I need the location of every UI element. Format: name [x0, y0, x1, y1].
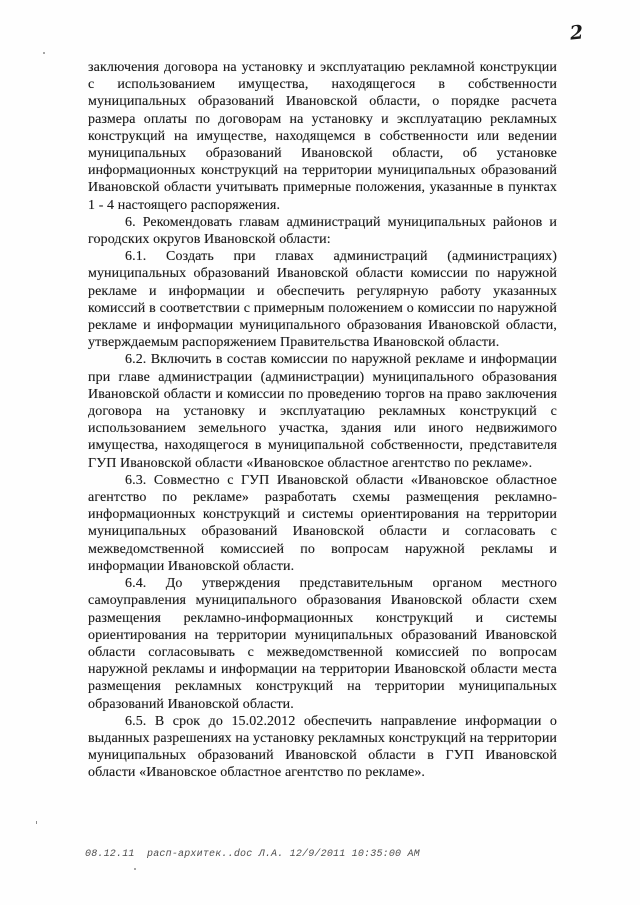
- body-paragraph-item-6-2: 6.2. Включить в состав комиссии по наружной рекламе и информации при главе администрации (администрации) муниципального образования Ивановской области и комиссии по проведению торгов на право заключения договора на установку и эксплуатацию рекламных конструкций с использованием земельного участка, здания или иного недвижимого имущества, находящегося в муниципальной собственности, представителя ГУП Ивановской области «Ивановское областное агентство по рекламе».: [88, 352, 557, 471]
- scan-speck: [43, 52, 45, 54]
- scan-speck: [36, 821, 37, 824]
- body-paragraph-item-6-5: 6.5. В срок до 15.02.2012 обеспечить направление информации о выданных разрешениях на установку рекламных конструкций на территории муниципальных образований Ивановской области в ГУП Ивановской области «Ивановское областное агентство по рекламе».: [88, 713, 557, 781]
- body-paragraph-item-6-1: 6.1. Создать при главах администраций (администрациях) муниципальных образований Ивановской области комиссии по наружной рекламе и информации и обеспечить регулярную работу указанных комиссий в соответствии с примерным положением о комиссии по наружной рекламе и информации муниципального образования Ивановской области, утверждаемым распоряжением Правительства Ивановской области.: [88, 249, 557, 351]
- document-body: [88, 59, 557, 782]
- footer-timestamp: 08.12.11 расп-архитек..doc Л.А. 12/9/2011 10:35:00 AM: [85, 849, 420, 860]
- page-number: 2: [568, 21, 585, 45]
- scan-speck: [134, 868, 136, 870]
- body-paragraph-item-6-3: 6.3. Совместно с ГУП Ивановской области «Ивановское областное агентство по рекламе» разработать схемы размещения рекламно-информационных конструкций и системы ориентирования на территории муниципальных образований Ивановской области и согласовать с межведомственной комиссией по вопросам наружной рекламы и информации Ивановской области.: [88, 472, 557, 574]
- body-paragraph-item-6: 6. Рекомендовать главам администраций муниципальных районов и городских округов Ивановской области:: [88, 214, 557, 248]
- body-paragraph-item-6-4: 6.4. До утверждения представительным органом местного самоуправления муниципального образования Ивановской области схем размещения рекламно-информационных конструкций и системы ориентирования на территории муниципальных образований Ивановской области согласовывать с межведомственной комиссией по вопросам наружной рекламы и информации на территории Ивановской области места размещения рекламных конструкций на территории муниципальных образований Ивановской области.: [88, 576, 557, 712]
- body-paragraph-continuation: заключения договора на установку и эксплуатацию рекламной конструкции с использованием имущества, находящегося в собственности муниципальных образований Ивановской области, о порядке расчета размера оплаты по договорам на установку и эксплуатацию рекламных конструкций на имуществе, находящемся в собственности или ведении муниципальных образований Ивановской области, об установке информационных конструкций на территории муниципальных образований Ивановской области учитывать примерные положения, указанные в пунктах 1 - 4 настоящего распоряжения.: [88, 60, 557, 213]
